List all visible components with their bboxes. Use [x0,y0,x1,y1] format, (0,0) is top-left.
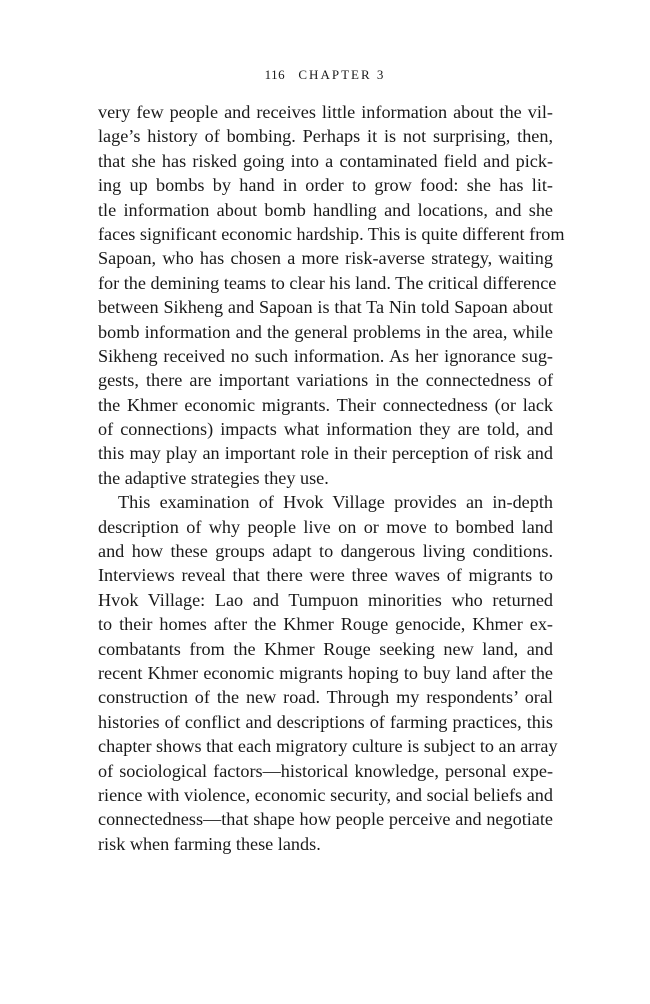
text-line: risk when farming these lands. [98,833,321,854]
body-text [98,100,565,856]
text-line: recent Khmer economic migrants hoping to buy land after the [98,662,553,683]
text-line: construction of the new road. Through my respondents’ oral [98,687,553,708]
text-line: for the demining teams to clear his land. The critical difference [98,272,557,293]
text-line: very few people and receives little information about the vil- [98,102,553,122]
text-line: the adaptive strategies they use. [98,467,329,488]
text-line: and how these groups adapt to dangerous living conditions. [98,541,553,562]
paragraph [98,490,558,856]
text-line: bomb information and the general problems in the area, while [98,321,553,342]
text-line: histories of conflict and descriptions of farming practices, this [98,711,553,732]
text-line: tle information about bomb handling and locations, and she [98,199,553,220]
paragraph [98,100,565,490]
text-line: the Khmer economic migrants. Their connectedness (or lack [98,394,553,415]
text-line: between Sikheng and Sapoan is that Ta Nin told Sapoan about [98,297,553,318]
text-line: of sociological factors—historical knowledge, personal expe- [98,760,553,781]
text-line: this may play an important role in their perception of risk and [98,443,553,464]
text-line: This examination of Hvok Village provides an in-depth [118,492,553,513]
text-line: chapter shows that each migratory culture is subject to an array [98,736,558,757]
text-line: gests, there are important variations in the connectedness of [98,370,553,391]
text-line: faces significant economic hardship. This is quite different from [98,223,565,244]
text-line: ing up bombs by hand in order to grow food: she has lit- [98,175,553,196]
text-line: lage’s history of bombing. Perhaps it is not surprising, then, [98,126,553,147]
text-line: Sapoan, who has chosen a more risk-averse strategy, waiting [98,248,553,269]
chapter-label: CHAPTER 3 [298,67,386,82]
text-line: connectedness—that shape how people perceive and negotiate [98,809,553,830]
page-number: 116 [264,67,286,82]
text-line: Interviews reveal that there were three waves of migrants to [98,565,553,586]
text-line: of connections) impacts what information they are told, and [98,419,553,440]
text-line: description of why people live on or move to bombed land [98,516,553,537]
text-line: that she has risked going into a contaminated field and pick- [98,150,553,171]
text-line: Sikheng received no such information. As her ignorance sug- [98,345,553,366]
running-head [0,67,650,83]
text-line: rience with violence, economic security, and social beliefs and [98,784,553,805]
text-line: combatants from the Khmer Rouge seeking new land, and [98,638,553,659]
text-line: Hvok Village: Lao and Tumpuon minorities who returned [98,589,553,610]
text-line: to their homes after the Khmer Rouge genocide, Khmer ex- [98,614,553,635]
